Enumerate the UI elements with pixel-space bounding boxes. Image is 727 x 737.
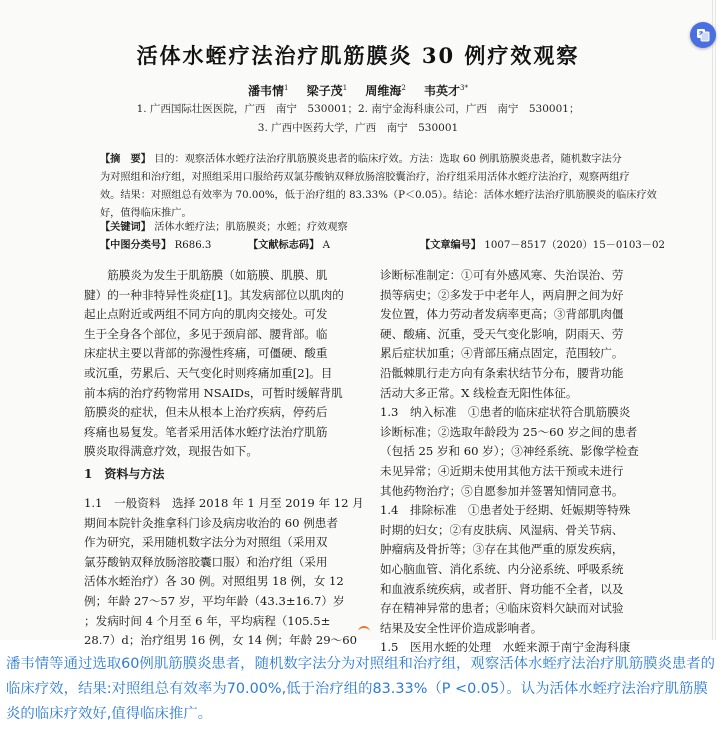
text-line: 起止点附近或两组不同方向的肌肉交接处。可发 [84, 307, 328, 322]
affiliations-line-1: 1. 广西国际壮医医院，广西 南宁 530001；2. 南宁金海科康公司，广西 南宁 530001； [136, 103, 580, 115]
text-line: 例；年龄 27～57 岁，平均年龄（43.3±16.7）岁 [84, 593, 345, 608]
abstract-line: 为对照组和治疗组，对照组采用口服给药双氯芬酸钠双释放肠溶胶囊治疗，治疗组采用活体水蛭疗法治疗，观察两组疗 [100, 172, 630, 183]
abstract-line: 好，值得临床推广。 [100, 208, 192, 219]
keywords-label: 【关键词】 [100, 221, 151, 233]
page-edge-divider [712, 0, 713, 640]
text-line: 如心脑血管、消化系统、内分泌系统、呼吸系统 [380, 561, 624, 576]
text-line: 活动大多正常。X 线检查无阳性体征。 [380, 385, 578, 400]
translate-button[interactable] [690, 22, 716, 48]
text-line: 或沉重，劳累后、天气变化时则疼痛加重[2]。目 [84, 365, 333, 380]
author: 潘韦情$^1$ [248, 84, 289, 98]
text-line: 筋膜炎为发生于肌筋膜（如筋膜、肌膜、肌 [107, 268, 328, 282]
author: 周维海$^2$ [365, 84, 406, 98]
text-line: 1.5 医用水蛭的处理 水蛭来源于南宁金海科康 [380, 640, 631, 655]
text-line: 其他药物治疗；⑤自愿参加并签署知情同意书。 [380, 483, 624, 498]
summary-caption: 潘韦情等通过选取60例肌筋膜炎患者，随机数字法分为对照组和治疗组，观察活体水蛭疗法治疗肌筋膜炎患者的临床疗效，结果:对照组总有效率为70.00%,低于治疗组的83.33%（P <0.05）。认为活体水蛭疗法治疗肌筋膜炎的临床疗效好,值得临床推广。 [6, 656, 716, 722]
text-line: 1.1 一般资料 选择 2018 年 1 月至 2019 年 12 月 [84, 496, 364, 510]
text-line: 1.3 纳入标准 ①患者的临床症状符合肌筋膜炎 [380, 405, 631, 420]
abstract-label: 【摘 要】 [100, 153, 151, 165]
text-line: 诊断标准制定：①可有外感风寒、失治误治、劳 [380, 268, 624, 282]
text-line: 作为研究，采用随机数字法分为对照组（采用双 [84, 535, 328, 550]
text-line: 疼痛也易复发。笔者采用活体水蛭疗法治疗肌筋 [84, 424, 328, 439]
section-1-text [84, 494, 366, 651]
abstract [100, 150, 660, 223]
text-line: （包括 25 岁和 60 岁）；③神经系统、影像学检查 [380, 444, 639, 459]
text-line: ；发病时间 4 个月至 6 年，平均病程（105.5± [84, 613, 331, 628]
author: 梁子茂$^1$ [306, 84, 348, 98]
doc-code: 【文献标志码】 A [248, 239, 330, 251]
clc-code: 【中图分类号】 R686.3 [100, 239, 212, 251]
text-line: 和血液系统疾病，或者肝、肾功能不全者，以及 [380, 581, 624, 596]
article-number: 【文章编号】 1007－8517（2020）15－0103－02 [420, 239, 665, 251]
abstract-line: 效。结果：对照组总有效率为 70.00%，低于治疗组的 83.33%（P＜0.05）。结论：活体水蛭疗法治疗肌筋膜炎的临床疗效 [100, 190, 657, 201]
section-heading: 1 资料与方法 [84, 467, 165, 481]
left-column-intro [84, 266, 366, 462]
text-line: 沿骶棘肌行走方向有条索状结节分布，腰背功能 [380, 365, 624, 380]
text-line: 期间本院针灸推拿科门诊及病房收治的 60 例患者 [84, 515, 338, 530]
keywords [100, 218, 660, 237]
text-line: 氯芬酸钠双释放肠溶胶囊口服）和治疗组（采用 [84, 554, 328, 569]
affiliations-line-2: 3. 广西中医药大学，广西 南宁 530001 [257, 122, 459, 134]
text-line: 床症状主要以背部的弥漫性疼痛，可僵硬、酸重 [84, 346, 328, 361]
text-line: 存在精神异常的患者；④临床资料欠缺而对试验 [380, 601, 624, 616]
author-list [0, 82, 716, 99]
abstract-line: 【摘 要】 目的：观察活体水蛭疗法治疗肌筋膜炎患者的临床疗效。方法：选取 60 例肌筋膜炎患者，随机数字法分 [100, 153, 622, 165]
text-line: 活体水蛭治疗）各 30 例。对照组男 18 例，女 12 [84, 574, 344, 589]
text-line: 发位置，体力劳动者发病率更高；③背部肌肉僵 [380, 307, 624, 322]
text-line: 1.4 排除标准 ①患者处于经期、妊娠期等特殊 [380, 503, 631, 518]
text-line: 肿瘤病及骨折等；③存在其他严重的原发疾病， [380, 542, 624, 557]
text-line: 未见异常；④近期未使用其他方法干预或未进行 [380, 463, 624, 478]
author: 韦英才$^{3*}$ [424, 84, 468, 98]
keywords-value: 活体水蛭疗法；肌筋膜炎；水蛭；疗效观察 [154, 222, 348, 233]
right-column [380, 266, 660, 658]
text-line: 膜炎取得满意疗效，现报告如下。 [84, 444, 258, 459]
text-line: 腱）的一种非特异性炎症[1]。其发病部位以肌肉的 [84, 287, 344, 302]
text-line: 28.7）d；治疗组男 16 例，女 14 例；年龄 29～60 [84, 633, 357, 648]
text-line: 损等病史；②多发于中老年人，两肩胛之间为好 [380, 287, 624, 302]
text-line: 前本病的治疗药物常用 NSAIDs，可暂时缓解背肌 [84, 385, 343, 400]
text-line: 生于全身各个部位，多见于颈肩部、腰背部。临 [84, 326, 328, 341]
text-line: 诊断标准；②选取年龄段为 25～60 岁之间的患者 [380, 424, 638, 439]
text-line: 累后症状加重；④背部压痛点固定，范围较广。 [380, 346, 624, 361]
translate-icon [695, 27, 711, 43]
text-line: 硬、酸痛、沉重，受天气变化影响，阴雨天、劳 [380, 326, 624, 341]
highlight-mark [358, 626, 370, 638]
text-line: 筋膜炎的症状，但未从根本上治疗疾病，停药后 [84, 405, 328, 420]
paper-title: 活体水蛭疗法治疗肌筋膜炎 30 例疗效观察 [136, 43, 580, 68]
text-line: 结果及安全性评价造成影响者。 [380, 620, 543, 635]
text-line: 时期的妇女；②有皮肤病、风湿病、骨关节病、 [380, 522, 624, 537]
